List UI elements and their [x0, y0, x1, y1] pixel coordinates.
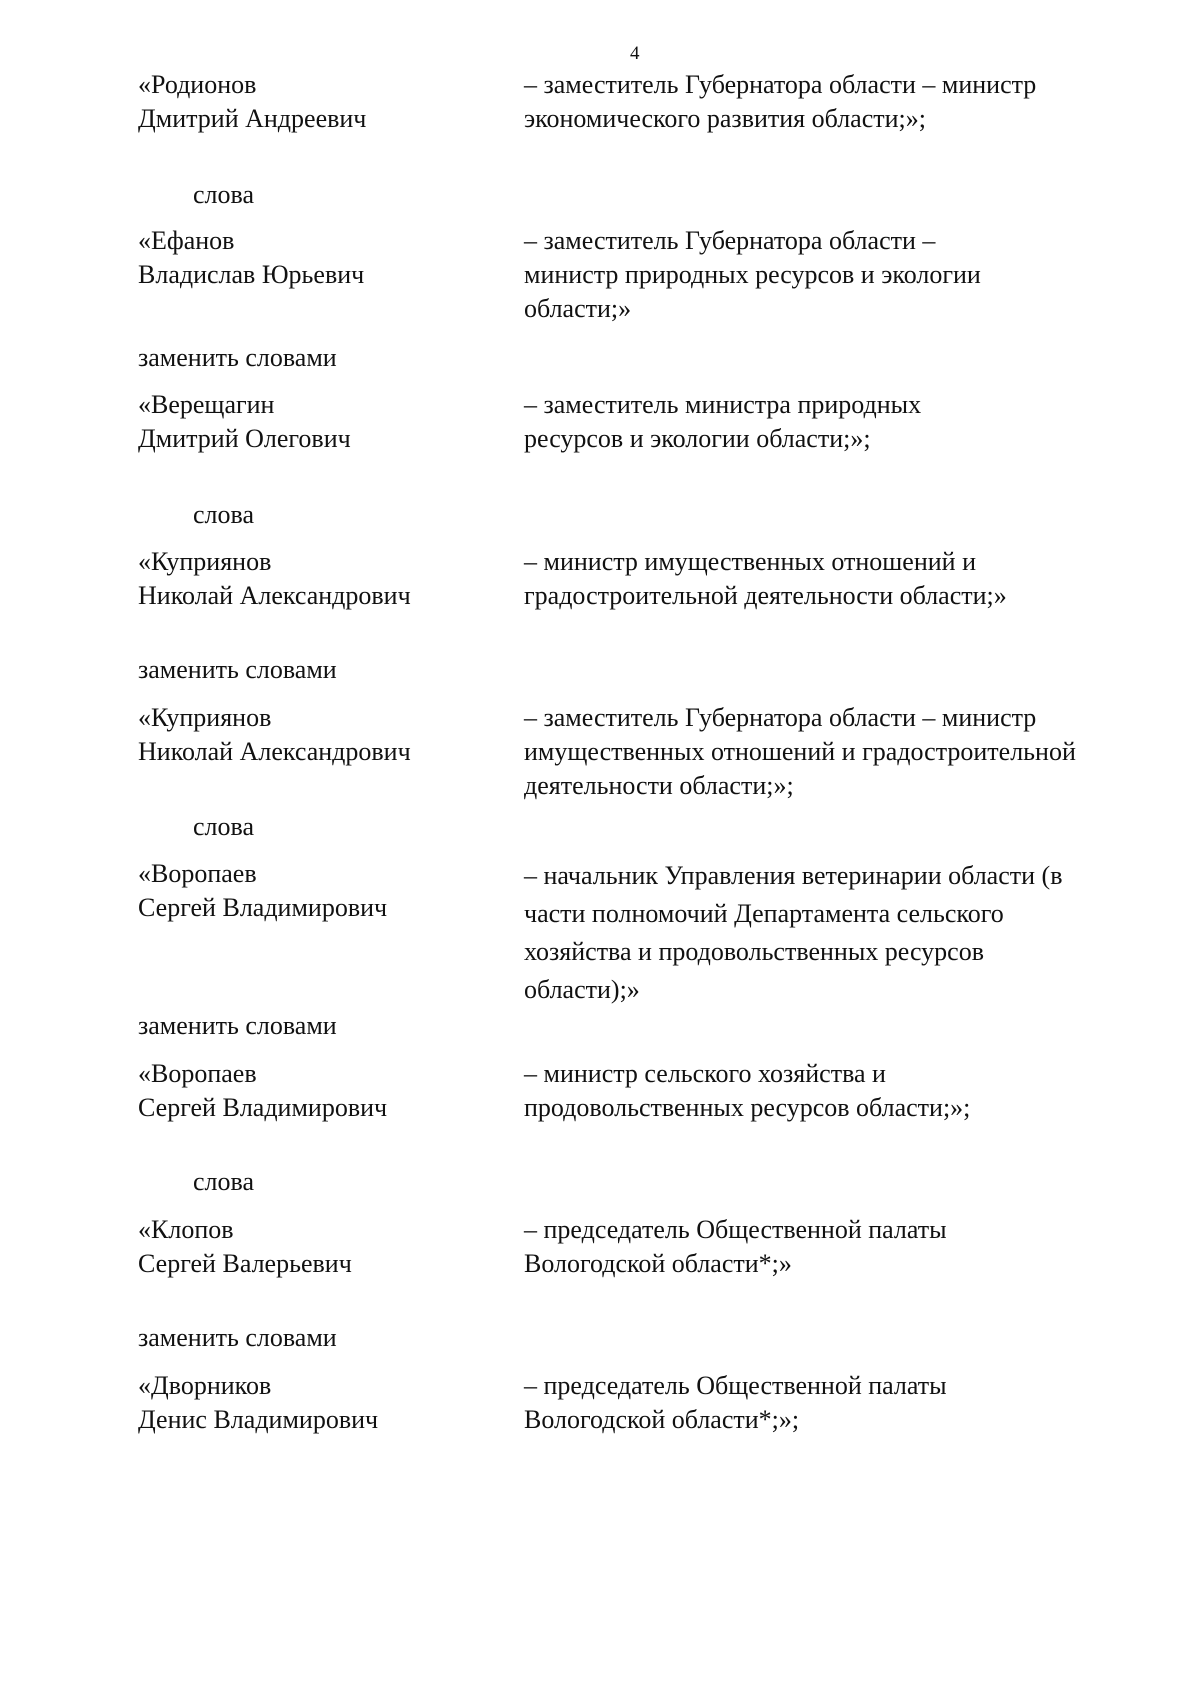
description-line: экономического развития области;»; [524, 104, 926, 133]
surname: «Воропаев [138, 859, 257, 888]
connector-replace-with: заменить словами [138, 1011, 337, 1040]
person-name [138, 224, 498, 292]
position-description [524, 1213, 1154, 1281]
person-name [138, 388, 498, 456]
connector-replace-with: заменить словами [138, 1323, 337, 1352]
connector-words: слова [193, 812, 254, 841]
description-line: области);» [524, 975, 640, 1004]
first-and-patronymic: Сергей Владимирович [138, 893, 388, 922]
description-line: – заместитель министра природных [524, 390, 922, 419]
first-and-patronymic: Дмитрий Олегович [138, 424, 351, 453]
person-name [138, 68, 498, 136]
description-line: – начальник Управления ветеринарии области (в [524, 861, 1063, 890]
surname: «Ефанов [138, 226, 235, 255]
description-line: – председатель Общественной палаты [524, 1371, 947, 1400]
description-line: Вологодской области*;» [524, 1249, 792, 1278]
person-name [138, 701, 498, 769]
connector-replace-with: заменить словами [138, 343, 337, 372]
position-description [524, 224, 1154, 326]
surname: «Клопов [138, 1215, 234, 1244]
description-line: – министр имущественных отношений и [524, 547, 977, 576]
description-line: деятельности области;»; [524, 771, 794, 800]
description-line: градостроительной деятельности области;» [524, 581, 1007, 610]
description-line: министр природных ресурсов и экологии [524, 260, 981, 289]
description-line: – заместитель Губернатора области – [524, 226, 936, 255]
surname: «Дворников [138, 1371, 272, 1400]
surname: «Родионов [138, 70, 257, 99]
surname: «Куприянов [138, 547, 272, 576]
description-line: – председатель Общественной палаты [524, 1215, 947, 1244]
connector-words: слова [193, 1167, 254, 1196]
description-line: ресурсов и экологии области;»; [524, 424, 871, 453]
surname: «Куприянов [138, 703, 272, 732]
first-and-patronymic: Владислав Юрьевич [138, 260, 365, 289]
first-and-patronymic: Николай Александрович [138, 581, 411, 610]
connector-words: слова [193, 180, 254, 209]
description-line: – заместитель Губернатора области – министр [524, 70, 1037, 99]
first-and-patronymic: Дмитрий Андреевич [138, 104, 367, 133]
first-and-patronymic: Николай Александрович [138, 737, 411, 766]
position-description [524, 545, 1154, 613]
person-name [138, 857, 498, 925]
description-line: – заместитель Губернатора области – министр [524, 703, 1037, 732]
position-description [524, 1057, 1154, 1125]
person-name [138, 545, 498, 613]
description-line: области;» [524, 294, 632, 323]
description-line: Вологодской области*;»; [524, 1405, 800, 1434]
page-number: 4 [630, 43, 640, 64]
description-line: – министр сельского хозяйства и [524, 1059, 886, 1088]
first-and-patronymic: Сергей Владимирович [138, 1093, 388, 1122]
person-name [138, 1369, 498, 1437]
position-description [524, 388, 1154, 456]
position-description [524, 857, 1154, 1009]
description-line: продовольственных ресурсов области;»; [524, 1093, 971, 1122]
person-name [138, 1213, 498, 1281]
connector-replace-with: заменить словами [138, 655, 337, 684]
first-and-patronymic: Сергей Валерьевич [138, 1249, 352, 1278]
surname: «Воропаев [138, 1059, 257, 1088]
position-description [524, 1369, 1154, 1437]
person-name [138, 1057, 498, 1125]
connector-words: слова [193, 500, 254, 529]
description-line: части полномочий Департамента сельского [524, 899, 1004, 928]
position-description [524, 68, 1154, 136]
first-and-patronymic: Денис Владимирович [138, 1405, 379, 1434]
surname: «Верещагин [138, 390, 275, 419]
position-description [524, 701, 1154, 803]
description-line: имущественных отношений и градостроительной [524, 737, 1076, 766]
description-line: хозяйства и продовольственных ресурсов [524, 937, 984, 966]
